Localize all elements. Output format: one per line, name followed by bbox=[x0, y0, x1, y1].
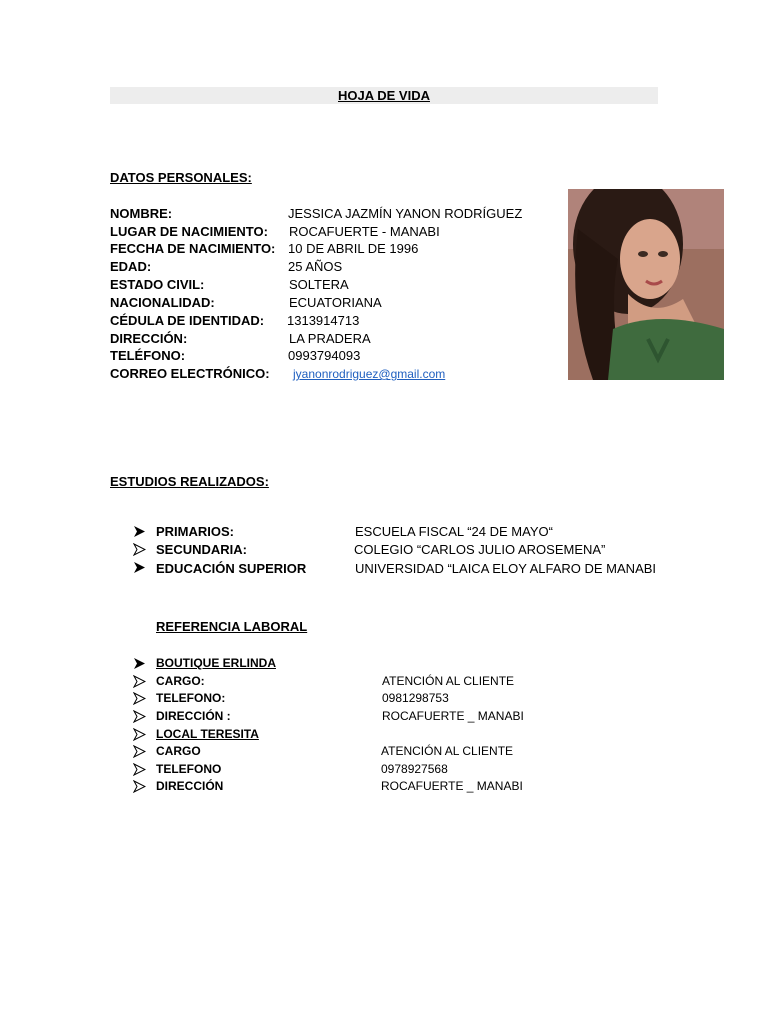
profile-photo bbox=[568, 189, 724, 380]
field-label: TELÉFONO: bbox=[110, 348, 186, 363]
reference-company: BOUTIQUE ERLINDA bbox=[156, 656, 276, 670]
field-label: NOMBRE: bbox=[110, 206, 173, 221]
field-value: 1313914713 bbox=[287, 313, 360, 328]
reference-label: TELEFONO bbox=[156, 762, 222, 776]
reference-value: 0978927568 bbox=[381, 762, 448, 776]
field-value: ROCAFUERTE - MANABI bbox=[289, 224, 440, 239]
study-label: SECUNDARIA: bbox=[156, 542, 247, 557]
field-value: LA PRADERA bbox=[289, 331, 371, 346]
study-value: COLEGIO “CARLOS JULIO AROSEMENA” bbox=[354, 542, 606, 557]
reference-value: ROCAFUERTE _ MANABI bbox=[381, 779, 523, 793]
reference-label: DIRECCIÓN : bbox=[156, 709, 231, 723]
study-label: EDUCACIÓN SUPERIOR bbox=[156, 561, 307, 576]
arrowhead-bullet-icon bbox=[133, 763, 146, 776]
reference-value: ROCAFUERTE _ MANABI bbox=[382, 709, 524, 723]
field-label: DIRECCIÓN: bbox=[110, 331, 188, 346]
field-label: NACIONALIDAD: bbox=[110, 295, 215, 310]
field-label: ESTADO CIVIL: bbox=[110, 277, 205, 292]
field-label: CORREO ELECTRÓNICO: bbox=[110, 366, 270, 381]
reference-value: ATENCIÓN AL CLIENTE bbox=[382, 674, 515, 688]
field-value: SOLTERA bbox=[289, 277, 349, 292]
references-heading: REFERENCIA LABORAL bbox=[156, 619, 308, 634]
field-label: FECCHA DE NACIMIENTO: bbox=[110, 241, 276, 256]
reference-label: DIRECCIÓN bbox=[156, 779, 224, 793]
profile-photo-illustration bbox=[568, 189, 724, 380]
study-label: PRIMARIOS: bbox=[156, 524, 234, 539]
field-label: EDAD: bbox=[110, 259, 152, 274]
arrowhead-bullet-icon bbox=[133, 675, 146, 688]
arrowhead-bullet-icon bbox=[133, 710, 146, 723]
study-value: ESCUELA FISCAL “24 DE MAYO“ bbox=[355, 524, 553, 539]
reference-value: 0981298753 bbox=[382, 691, 449, 705]
studies-heading: ESTUDIOS REALIZADOS: bbox=[110, 474, 269, 489]
personal-heading: DATOS PERSONALES: bbox=[110, 170, 252, 185]
arrowhead-bullet-icon bbox=[133, 780, 146, 793]
field-value: 10 DE ABRIL DE 1996 bbox=[288, 241, 419, 256]
arrowhead-bullet-icon bbox=[133, 543, 146, 556]
arrowhead-bullet-icon bbox=[133, 728, 146, 741]
arrowhead-bullet-icon bbox=[133, 525, 146, 538]
reference-value: ATENCIÓN AL CLIENTE bbox=[381, 744, 514, 758]
arrowhead-bullet-icon bbox=[133, 657, 146, 670]
field-value: 25 AÑOS bbox=[288, 259, 343, 274]
email-link[interactable]: jyanonrodriguez@gmail.com bbox=[293, 367, 446, 381]
field-value: JESSICA JAZMÍN YANON RODRÍGUEZ bbox=[288, 206, 523, 221]
arrowhead-bullet-icon bbox=[133, 692, 146, 705]
arrowhead-bullet-icon bbox=[133, 745, 146, 758]
field-value: 0993794093 bbox=[288, 348, 361, 363]
field-label: CÉDULA DE IDENTIDAD: bbox=[110, 313, 265, 328]
reference-company: LOCAL TERESITA bbox=[156, 727, 259, 741]
arrowhead-bullet-icon bbox=[133, 561, 146, 574]
reference-label: CARGO bbox=[156, 744, 201, 758]
field-label: LUGAR DE NACIMIENTO: bbox=[110, 224, 268, 239]
reference-label: CARGO: bbox=[156, 674, 205, 688]
reference-label: TELEFONO: bbox=[156, 691, 226, 705]
study-value: UNIVERSIDAD “LAICA ELOY ALFARO DE MANABI bbox=[355, 561, 657, 576]
document-title: HOJA DE VIDA bbox=[338, 88, 430, 103]
field-value: ECUATORIANA bbox=[289, 295, 382, 310]
